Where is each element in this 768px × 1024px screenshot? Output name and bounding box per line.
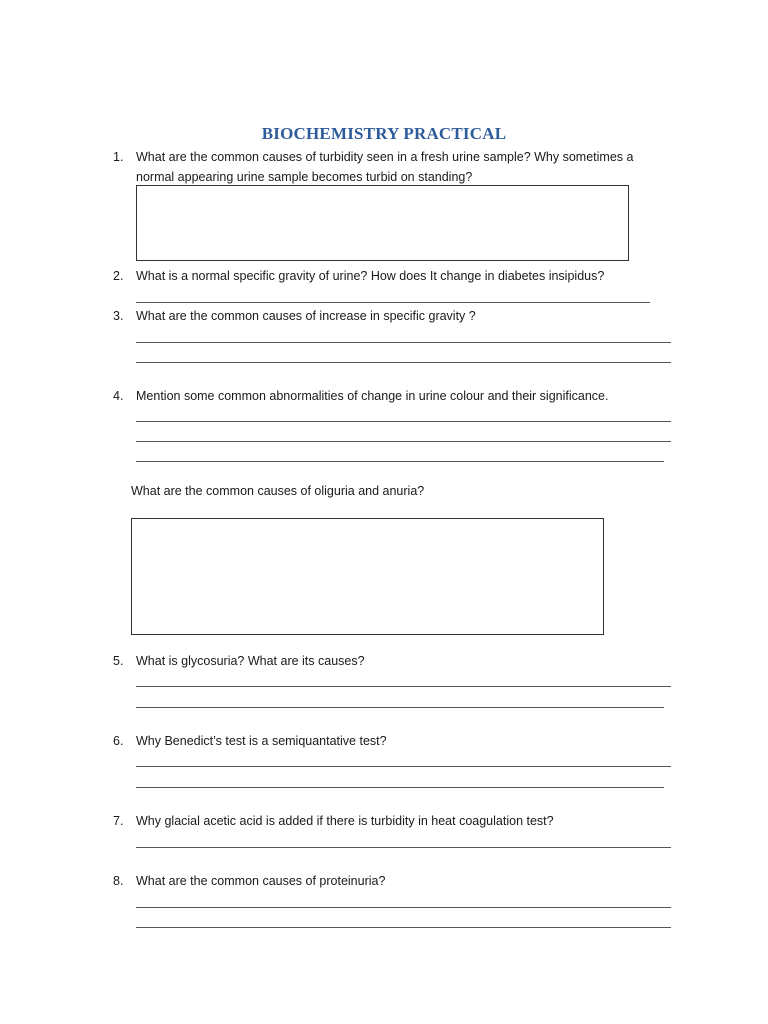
question-text-line: What are the common causes of turbidity seen in a fresh urine sample? Why sometimes a <box>136 150 634 164</box>
answer-line[interactable] <box>136 707 664 708</box>
answer-line[interactable] <box>136 766 671 767</box>
question-number: 8. <box>113 874 124 888</box>
question-number: 6. <box>113 734 124 748</box>
question-text: What are the common causes of increase in specific gravity ? <box>136 309 476 323</box>
question-text: What is a normal specific gravity of urine? How does It change in diabetes insipidus? <box>136 269 605 283</box>
answer-line[interactable] <box>136 342 671 343</box>
answer-line[interactable] <box>136 927 671 928</box>
answer-line[interactable] <box>136 686 671 687</box>
answer-box[interactable] <box>136 185 629 261</box>
question-number: 5. <box>113 654 124 668</box>
answer-line[interactable] <box>136 421 671 422</box>
question-text: Why Benedict’s test is a semiquantative test? <box>136 734 387 748</box>
question-text: What is glycosuria? What are its causes? <box>136 654 365 668</box>
question-number: 2. <box>113 269 124 283</box>
answer-box[interactable] <box>131 518 604 635</box>
question-number: 1. <box>113 150 124 164</box>
question-text-line: normal appearing urine sample becomes turbid on standing? <box>136 170 473 184</box>
answer-line[interactable] <box>136 787 664 788</box>
question-text: What are the common causes of oliguria and anuria? <box>131 484 425 498</box>
question-number: 4. <box>113 389 124 403</box>
question-text: What are the common causes of proteinuria? <box>136 874 386 888</box>
answer-line[interactable] <box>136 441 671 442</box>
answer-line[interactable] <box>136 461 664 462</box>
answer-line[interactable] <box>136 907 671 908</box>
question-number: 7. <box>113 814 124 828</box>
page-title: BIOCHEMISTRY PRACTICAL <box>261 124 507 143</box>
question-number: 3. <box>113 309 124 323</box>
question-text: Mention some common abnormalities of change in urine colour and their significance. <box>136 389 609 403</box>
answer-line[interactable] <box>136 302 650 303</box>
answer-line[interactable] <box>136 362 671 363</box>
question-text: Why glacial acetic acid is added if there is turbidity in heat coagulation test? <box>136 814 554 828</box>
answer-line[interactable] <box>136 847 671 848</box>
